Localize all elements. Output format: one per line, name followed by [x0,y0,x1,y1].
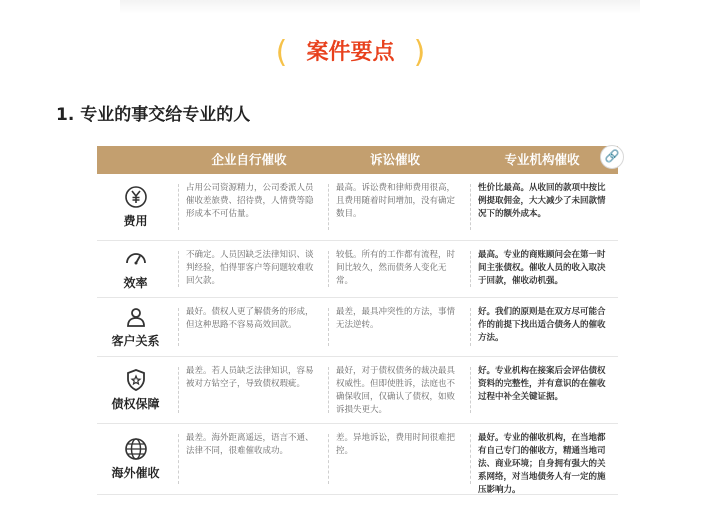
table-row [97,241,618,298]
cell-self: 最差。海外距离遥远，语言不通、法律不同，很难催收成功。 [174,424,324,494]
globe-icon [124,437,148,461]
comparison-table [97,146,618,495]
cell-agency: 最高。专业的商账顾问会在第一时间主张债权。催收人员的收入取决于回款，催收动机强。 [466,241,618,297]
cell-lawsuit: 最差，最具冲突性的方法，事情无法逆转。 [324,298,466,356]
table-header [97,146,618,174]
header-self-collection: 企业自行催收 [211,152,287,167]
cell-agency: 性价比最高。从收回的款项中按比例提取佣金，大大减少了未回款情况下的额外成本。 [466,174,618,240]
cell-lawsuit: 最高。诉讼费和律师费用很高，且费用随着时间增加，没有确定数目。 [324,174,466,240]
row-label-cell [97,298,174,356]
cell-self: 占用公司资源精力，公司委派人员催收差旅费、招待费，人情费等隐形成本不可估量。 [174,174,324,240]
table-row [97,174,618,241]
yen-circle-icon [124,185,148,209]
row-label-cell [97,174,174,240]
row-label: 效率 [123,276,148,290]
header-icon-column [97,146,174,174]
row-label-cell [97,357,174,423]
header-agency-collection: 专业机构催收 [504,152,580,167]
person-icon [124,305,148,329]
title-left-paren: ( [275,35,288,70]
shield-icon [124,368,148,392]
subheading: 1. 专业的事交给专业的人 [56,105,251,125]
row-label: 海外催收 [111,466,160,480]
cell-agency: 好。专业机构在接案后会评估债权资料的完整性，并有意识的在催收过程中补全关键证据。 [466,357,618,423]
row-label-cell [97,241,174,297]
top-fade-decoration [120,0,640,14]
row-label: 客户关系 [111,334,160,348]
row-label: 费用 [123,214,148,228]
row-label: 债权保障 [111,397,160,411]
cell-lawsuit: 差。异地诉讼，费用时间很难把控。 [324,424,466,494]
title-right-paren: ) [413,35,426,70]
link-icon[interactable]: 🔗 [600,145,624,169]
table-row [97,298,618,357]
section-title [0,36,701,70]
gauge-icon [124,247,148,271]
cell-agency: 好。我们的原则是在双方尽可能合作的前提下找出适合债务人的催收方法。 [466,298,618,356]
row-label-cell [97,424,174,494]
cell-lawsuit: 最好，对于债权债务的裁决最具权威性。但即使胜诉，法庭也不确保收回，仅确认了债权，如败诉损失更大。 [324,357,466,423]
cell-self: 不确定。人员因缺乏法律知识、谈判经验，怕得罪客户等问题较难收回欠款。 [174,241,324,297]
cell-self: 最差。若人员缺乏法律知识，容易被对方钻空子，导致债权瑕疵。 [174,357,324,423]
title-text: 案件要点 [306,40,395,65]
table-row [97,357,618,424]
header-lawsuit-collection: 诉讼催收 [369,152,420,167]
table-row [97,424,618,495]
cell-agency: 最好。专业的催收机构，在当地都有自己专门的催收方，精通当地司法、商业环境；自身拥有强大的关系网络，对当地债务人有一定的施压影响力。 [466,424,618,494]
cell-self: 最好。债权人更了解债务的形成，但这种思路不容易高效回款。 [174,298,324,356]
cell-lawsuit: 较低。所有的工作都有流程，时间比较久，然而债务人变化无常。 [324,241,466,297]
